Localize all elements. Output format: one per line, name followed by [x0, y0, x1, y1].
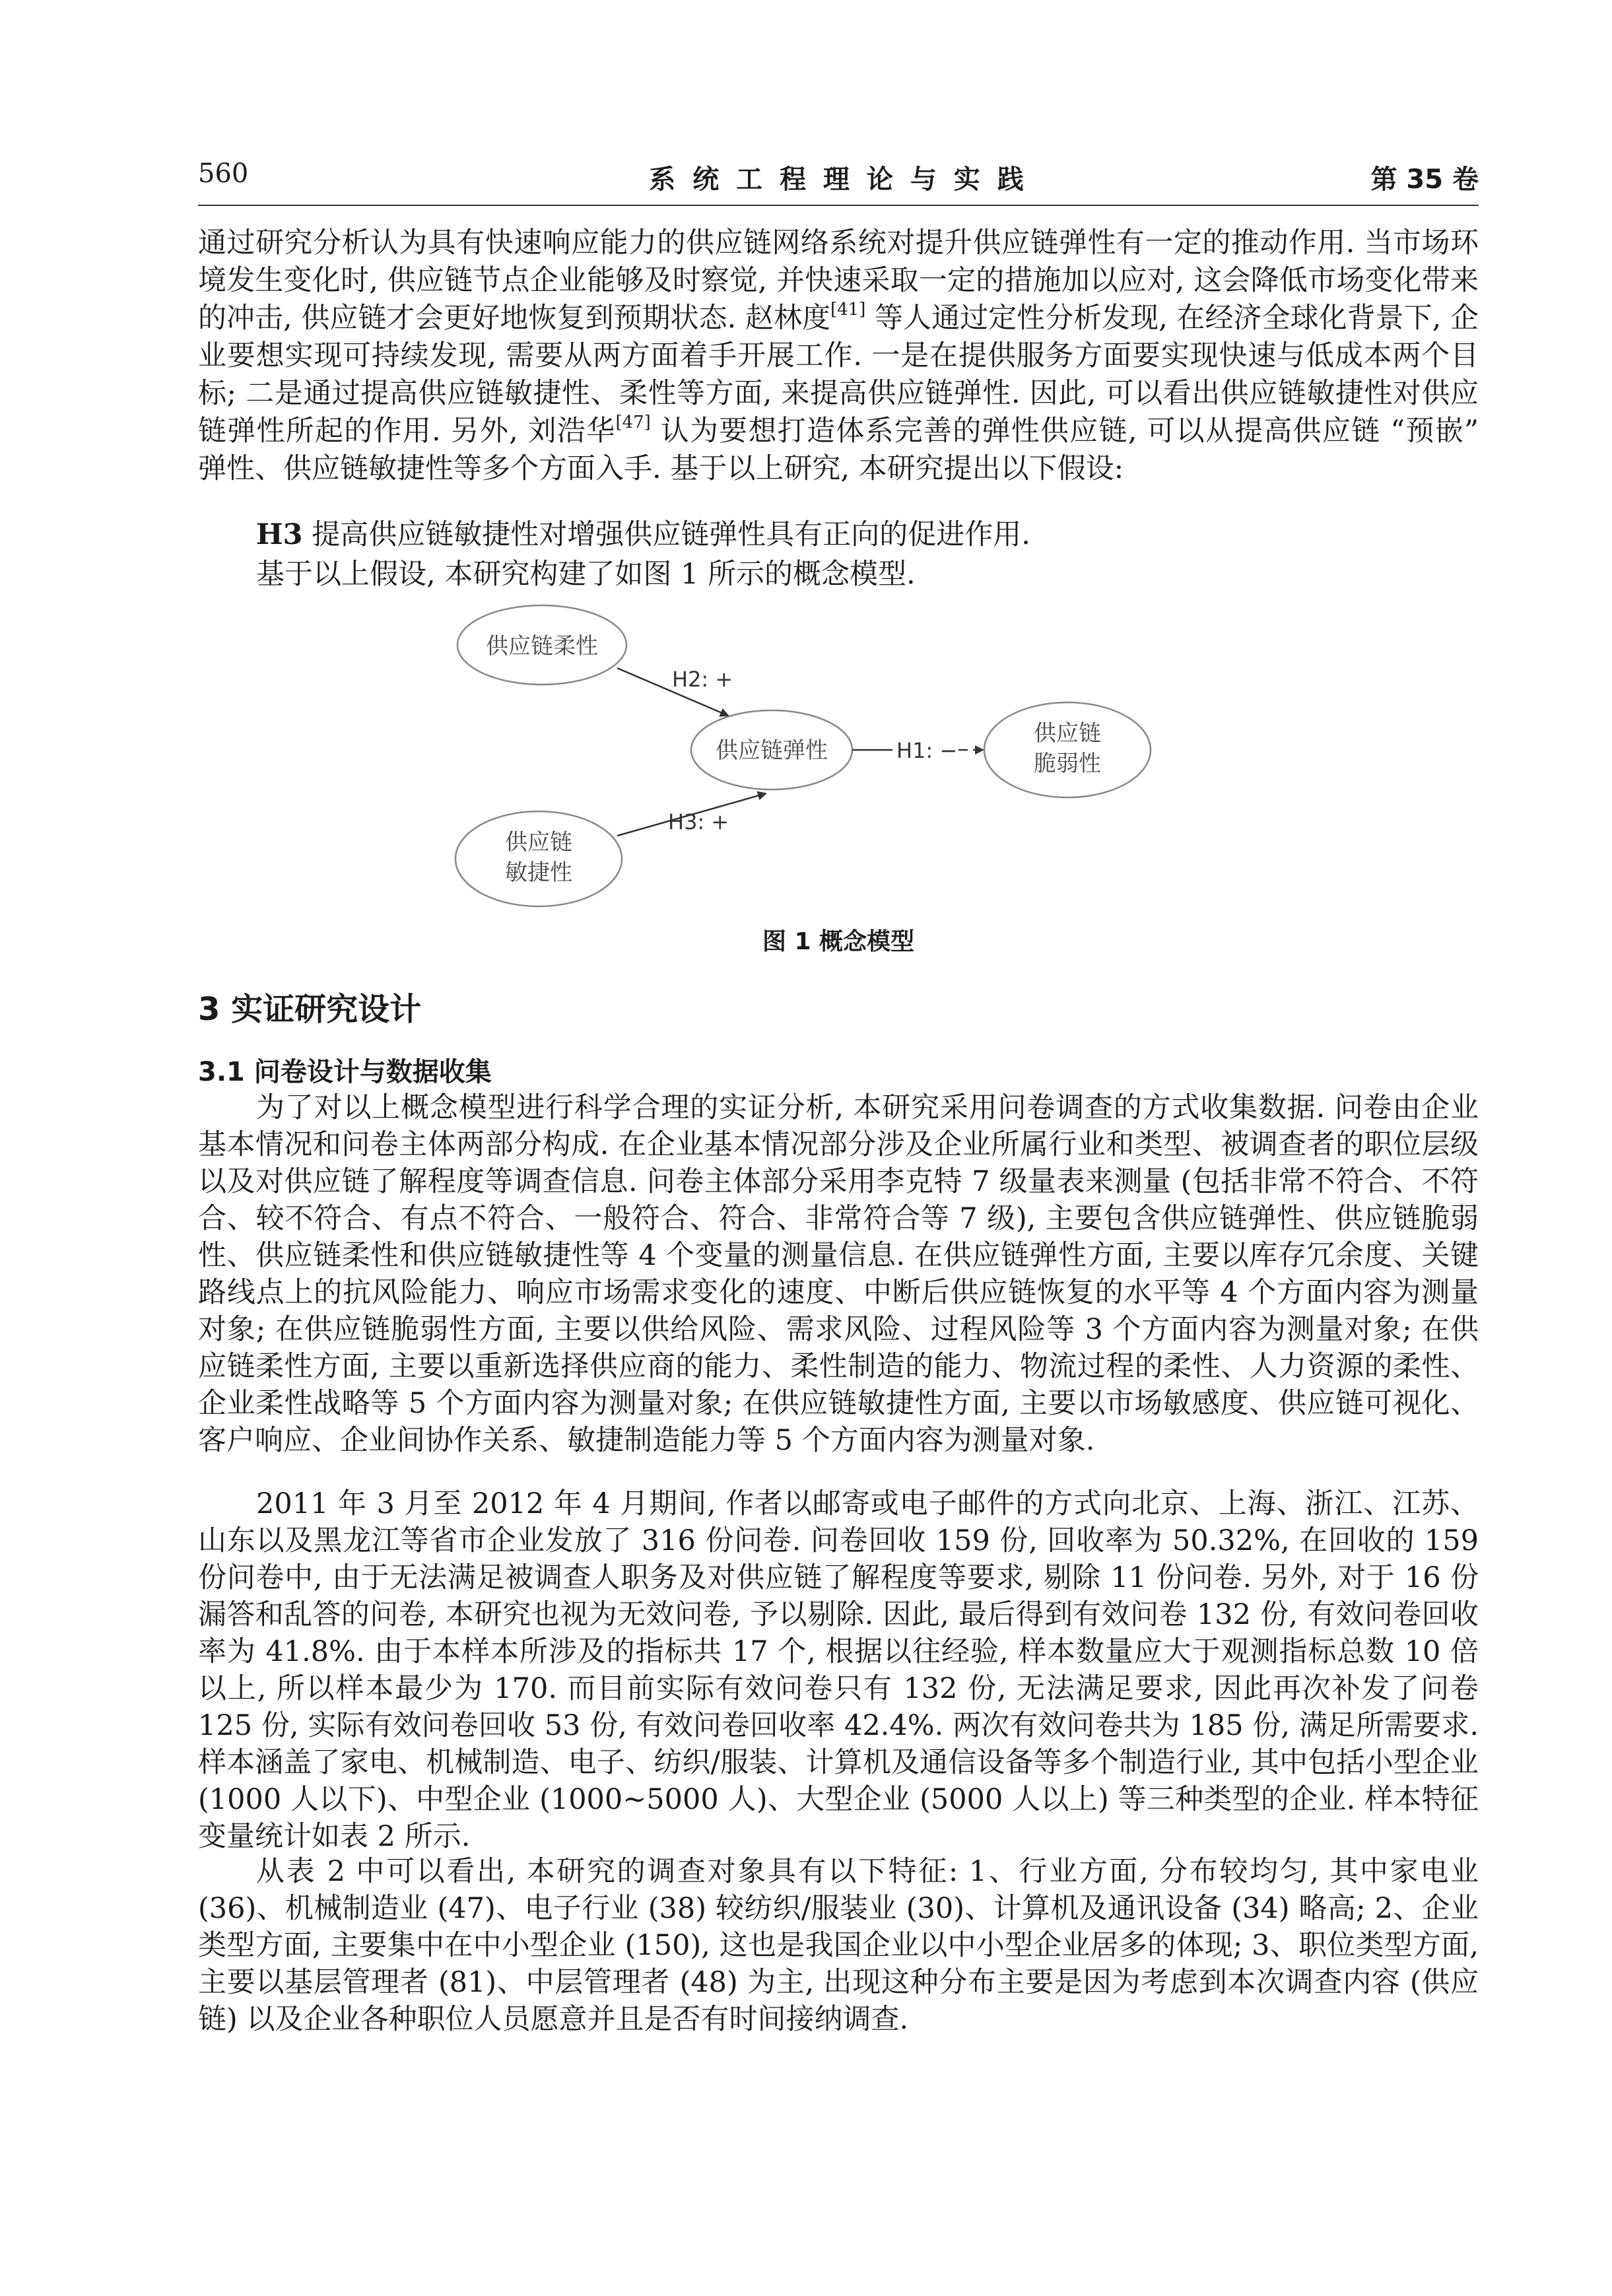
page-number: 560 [198, 158, 249, 189]
concept-model-diagram [0, 594, 1612, 911]
page-header [198, 158, 1479, 198]
header-rule [198, 205, 1479, 206]
paragraph-1-run-1: 通过研究分析认为具有快速响应能力的供应链网络系统对提升供应链弹性有一定的推动作用. 当市场环境发生变化时, 供应链节点企业能够及时察觉, 并快速采取一定的措施加以应对, 这会降低市场变化带来的冲击, 供应链才会更好地恢复到预期状态. 赵林度 [198, 226, 1479, 335]
node-agility [455, 811, 622, 906]
journal-title: 系 统 工 程 理 论 与 实 践 [649, 164, 1028, 195]
hypothesis-label: H3 [256, 518, 303, 551]
paragraph-1-run-3: 认为要想打造体系完善的弹性供应链, 可以从提高供应链 “预嵌” 弹性、供应链敏捷性等多个方面入手. 基于以上研究, 本研究提出以下假设: [198, 415, 1479, 485]
node-vulnerability-label-1: 供应链 [1034, 720, 1101, 747]
paragraph-3: 为了对以上概念模型进行科学合理的实证分析, 本研究采用问卷调查的方式收集数据. 问卷由企业基本情况和问卷主体两部分构成. 在企业基本情况部分涉及企业所属行业和类型、被调查者的职位层级以及对供应链了解程度等调查信息. 问卷主体部分采用李克特 7 级量表来测量 (包括非常不符合、不符合、较不符合、有点不符合、一般符合、符合、非常符合等 7 级), 主要包含供应链弹性、供应链脆弱性、供应链柔性和供应链敏捷性等 4 个变量的测量信息. 在供应链弹性方面, 主要以库存冗余度、关键路线点上的抗风险能力、响应市场需求变化的速度、中断后供应链恢复的水平等 4 个方面内容为测量对象; 在供应链脆弱性方面, 主要以供给风险、需求风险、过程风险等 3 个方面内容为测量对象; 在供应链柔性方面, 主要以重新选择供应商的能力、柔性制造的能力、物流过程的柔性、人力资源的柔性、企业柔性战略等 5 个方面内容为测量对象; 在供应链敏捷性方面, 主要以市场敏感度、供应链可视化、客户响应、企业间协作关系、敏捷制造能力等 5 个方面内容为测量对象. [198, 1091, 1479, 1457]
node-agility-label-1: 供应链 [505, 829, 572, 856]
subsection-heading: 3.1 问卷设计与数据收集 [198, 1057, 492, 1087]
section-heading: 3 实证研究设计 [198, 991, 422, 1028]
figure-caption: 图 1 概念模型 [762, 928, 915, 955]
edge-h2-label: H2: + [672, 667, 733, 692]
node-vulnerability-label-2: 脆弱性 [1034, 751, 1101, 777]
hypothesis-h3 [198, 516, 1479, 554]
citation-41: [41] [830, 299, 866, 320]
node-agility-label-2: 敏捷性 [505, 860, 572, 886]
citation-47: [47] [615, 412, 651, 432]
node-vulnerability [984, 702, 1151, 797]
paragraph-5: 从表 2 中可以看出, 本研究的调查对象具有以下特征: 1、行业方面, 分布较均匀, 其中家电业 (36)、机械制造业 (47)、电子行业 (38) 较纺织/服装业 (30)、计算机及通讯设备 (34) 略高; 2、企业类型方面, 主要集中在中小型企业 (150), 这也是我国企业以中小型企业居多的体现; 3、职位类型方面, 主要以基层管理者 (81)、中层管理者 (48) 为主, 出现这种分布主要是因为考虑到本次调查内容 (供应链) 以及企业各种职位人员愿意并且是否有时间接纳调查. [198, 1855, 1479, 2036]
node-flexibility [457, 605, 626, 685]
edge-h1-label: H1: − [896, 738, 958, 763]
paragraph-1-run-2: 等人通过定性分析发现, 在经济全球化背景下, 企业要想实现可持续发现, 需要从两方面着手开展工作. 一是在提供服务方面要实现快速与低成本两个目标; 二是通过提高供应链敏捷性、柔性等方面, 来提高供应链弹性. 因此, 可以看出供应链敏捷性对供应链弹性所起的作用. 另外, 刘浩华 [198, 302, 1479, 448]
edge-h3-label: H3: + [668, 809, 729, 834]
paragraph-2: 基于以上假设, 本研究构建了如图 1 所示的概念模型. [256, 558, 916, 591]
hypothesis-text: 提高供应链敏捷性对增强供应链弹性具有正向的促进作用. [302, 518, 1030, 551]
node-resilience [691, 710, 852, 790]
node-resilience-label: 供应链弹性 [716, 737, 828, 764]
node-flexibility-label: 供应链柔性 [486, 633, 598, 659]
volume-label: 第 35 卷 [1370, 164, 1479, 195]
paragraph-1 [198, 224, 1479, 488]
paragraph-4: 2011 年 3 月至 2012 年 4 月期间, 作者以邮寄或电子邮件的方式向北京、上海、浙江、江苏、山东以及黑龙江等省市企业发放了 316 份问卷. 问卷回收 159 份, 回收率为 50.32%, 在回收的 159 份问卷中, 由于无法满足被调查人职务及对供应链了解程度等要求, 剔除 11 份问卷. 另外, 对于 16 份漏答和乱答的问卷, 本研究也视为无效问卷, 予以剔除. 因此, 最后得到有效问卷 132 份, 有效问卷回收率为 41.8%. 由于本样本所涉及的指标共 17 个, 根据以往经验, 样本数量应大于观测指标总数 10 倍以上, 所以样本最少为 170. 而目前实际有效问卷只有 132 份, 无法满足要求, 因此再次补发了问卷 125 份, 实际有效问卷回收 53 份, 有效问卷回收率 42.4%. 两次有效问卷共为 185 份, 满足所需要求. 样本涵盖了家电、机械制造、电子、纺织/服装、计算机及通信设备等多个制造行业, 其中包括小型企业 (1000 人以下)、中型企业 (1000~5000 人)、大型企业 (5000 人以上) 等三种类型的企业. 样本特征变量统计如表 2 所示. [198, 1487, 1479, 1853]
